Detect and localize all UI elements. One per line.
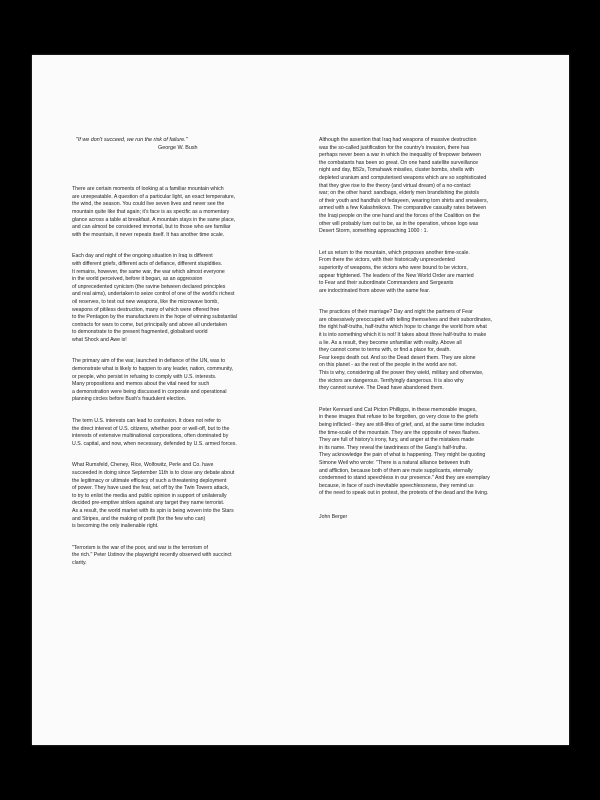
paragraph: "Terrorism is the war of the poor, and war is the terrorism of the rich." Peter Ustinov the playwright recently observed with succinct clarity. <box>72 544 232 566</box>
paragraph: The term U.S. interests can lead to confusion. It does not refer to the direct interest of U.S. citizens, whether poor or well-off, but to the interests of extensive multinational corporations, often dominated by U.S. capital, and now, when necessary, defended by U.S. armed forces. <box>72 418 237 447</box>
paragraph: The primary aim of the war, launched in defiance of the UN, was to demonstrate what is likely to happen to any leader, nation, community, or people, who persist in refusing to comply with U.S. interests. Many propositions and memos about the vital need for such a demonstration were being discussed in corporate and operational planning circles before Bush's fraudulent election. <box>72 358 234 403</box>
paragraph: Although the assertion that Iraq had weapons of massive destruction was the so-called justification for the country's invasion, there has perhaps never been a war in which the inequality of firepower between the combatants has been so great. On one hand satellite surveillance night and day, B52s, Tomahawk missiles, cluster bombs, shells with depleted uranium and computerised weapons which are so sophisticated that they give rise to the theory (and virtual dream) of a no-contact war; on the other hand: sandbags, elderly men brandishing the pistols of their youth and handfuls of fedayeen, wearing torn shirts and sneakers, armed with a few Kalashnikovs. The comparative casualty rates between the Iraqi people on the one hand and the forces of the Coalition on the other will probably turn out to be, as in the operation, whose logo was Desert Storm, something approaching 1000 : 1. <box>319 137 488 235</box>
epigraph-author: George W. Bush <box>158 144 198 151</box>
signature: John Berger <box>319 513 348 520</box>
paragraph: Peter Kennard and Cat Picton Phillipps, in these memorable images, in these images that refuse to be forgotten, go very close to the griefs being inflicted - they are still-lifes of grief, and, at the same time includes the time-scale of the mountain. They are the opposite of news flashes. They are full of history's irony, fury, and anger at the mistakes made in its name. They reveal the tawdriness of the Gang's half-truths. They acknowledge the pain of what is happening. They might be quoting Simone Weil who wrote: "There is a natural alliance between truth and affliction, because both of them are mute supplicants, eternally condemned to stand speechless in our presence." And they are exemplary because, in face of such inevitable speechlessness, they remind us of the need to speak out in protest, the protests of the dead and the living. <box>319 406 490 497</box>
epigraph <box>76 137 312 152</box>
epigraph-quote: "If we don't succeed, we run the risk of failure." <box>76 137 188 143</box>
paragraph: What Rumsfeld, Cheney, Rice, Wolfowitz, Perle and Co. have succeeded in doing since September 11th is to close any debate about the legitimacy or ultimate efficacy of such a threatening deployment of power. They have used the fear, set off by the Twin Towers attack, to try to enlist the media and public opinion in support of unilaterally decided pre-emptive strikes against any target they name terrorist. As a result, the world market with its spin is being woven into the Stars and Stripes, and the making of profit (for the few who can) is becoming the only inalienable right. <box>72 462 235 530</box>
right-column <box>319 137 551 522</box>
document-page <box>32 55 569 745</box>
paragraph: Each day and night of the ongoing situation in Iraq is different with different griefs, different acts of defiance, different stupidities. It remains, however, the same war, the war which almost everyone in the world perceived, before it began, as an aggression of unprecedented cynicism (the ravine between declared principles and real aims), undertaken to seize control of one of the world's richest oil reserves, to test out new weapons, like the microwave bomb, weapons of pitiless destruction, many of which were offered free to the Pentagon by the manufacturers in the hope of winning substantial contracts for wars to come, but principally and above all undertaken to demonstrate to the present fragmented, globalised world what Shock and Awe is! <box>72 253 237 343</box>
paragraph: Let us return to the mountain, which proposes another time-scale. From there the victors, with their historically unprecedented superiority of weapons, the victors who were bound to be victors, appear frightened. The leaders of the New World Order are married to Fear and their subordinate Commanders and Sergeants are indoctrinated from above with the same fear. <box>319 249 474 294</box>
paragraph: There are certain moments of looking at a familiar mountain which are unrepeatable. A question of a particular light, an exact temperature, the wind, the season. You could live seven lives and never see the mountain quite like that again; it's face is as specific as a momentary glance across a table at breakfast. A mountain stays in the same place, and can almost be considered immortal, but to those who are familiar with the mountain, it never repeats itself. It has another time scale. <box>72 186 236 238</box>
left-column <box>72 137 312 582</box>
paragraph: The practices of their marriage? Day and night the partners of Fear are obsessively preoccupied with telling themselves and their subordinates, the right half-truths, half-truths which hope to change the world from what it is into something which it is not! It takes about three half-truths to make a lie. As a result, they become unfamiliar with reality. Above all they cannot come to terms with, or find a place for, death. Fear keeps death out. And so the Dead desert them. They are alone on this planet - as the rest of the people in the world are not. This is why, considering all the power they wield, military and otherwise, the victors are dangerous. Terrifyingly dangerous. It is also why they cannot survive. The Dead have abandoned them. <box>319 309 493 392</box>
